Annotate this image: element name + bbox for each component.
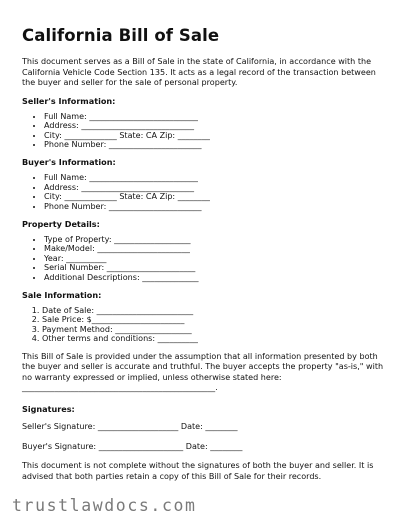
seller-section-heading: Seller's Information: (22, 95, 116, 106)
property-serial-number-field: • Serial Number: ______________________ (44, 263, 390, 272)
seller-city-state-zip-field: • City: _____________ State: CA Zip: ________ (44, 131, 390, 140)
seller-address-field: • Address: ____________________________ (44, 121, 390, 130)
as-is-paragraph: This Bill of Sale is provided under the assumption that all information presented by both the buyer and seller is accurate and truthful. The buyer accepts the property "as-is," with no warranty expressed or implied, unless otherwise stated here: ________________________________________________. (22, 351, 384, 393)
document-body (22, 26, 390, 482)
footer-watermark: trustlawdocs.com (12, 496, 197, 515)
signatures-section-heading: Signatures: (22, 404, 75, 415)
sale-date-field: 1. Date of Sale: ________________________ (42, 306, 390, 315)
buyer-full-name-field: • Full Name: ___________________________ (44, 173, 390, 182)
seller-full-name-field: • Full Name: ___________________________ (44, 112, 390, 121)
property-section-heading: Property Details: (22, 219, 100, 230)
sale-payment-method-field: 3. Payment Method: ___________________ (42, 325, 390, 334)
buyer-fields-list (22, 173, 390, 211)
property-make-model-field: • Make/Model: _______________________ (44, 244, 390, 253)
sale-price-field: 2. Sale Price: $_______________________ (42, 315, 390, 324)
property-type-field: • Type of Property: ___________________ (44, 235, 390, 244)
property-year-field: • Year: __________ (44, 254, 390, 263)
buyer-address-field: • Address: ____________________________ (44, 183, 390, 192)
seller-fields-list (22, 112, 390, 150)
document-title: California Bill of Sale (22, 26, 220, 45)
intro-paragraph: This document serves as a Bill of Sale in the state of California, in accordance with the California Vehicle Code Section 135. It acts as a legal record of the transaction between the buyer and seller for the sale of personal property. (22, 57, 376, 88)
seller-phone-field: • Phone Number: _______________________ (44, 140, 390, 149)
sale-section-heading: Sale Information: (22, 290, 102, 301)
sale-other-terms-field: 4. Other terms and conditions: __________ (42, 334, 390, 343)
seller-signature-line: Seller's Signature: ____________________ Date: ________ (22, 422, 238, 432)
property-additional-descriptions-field: • Additional Descriptions: ______________ (44, 273, 390, 282)
buyer-signature-line: Buyer's Signature: _____________________ Date: ________ (22, 441, 243, 451)
buyer-section-heading: Buyer's Information: (22, 157, 116, 168)
property-fields-list (22, 235, 390, 282)
sale-fields-list (22, 306, 390, 344)
buyer-city-state-zip-field: • City: _____________ State: CA Zip: ________ (44, 192, 390, 201)
closing-paragraph: This document is not complete without the signatures of both the buyer and seller. It is advised that both parties retain a copy of this Bill of Sale for their records. (22, 461, 374, 481)
buyer-phone-field: • Phone Number: _______________________ (44, 202, 390, 211)
